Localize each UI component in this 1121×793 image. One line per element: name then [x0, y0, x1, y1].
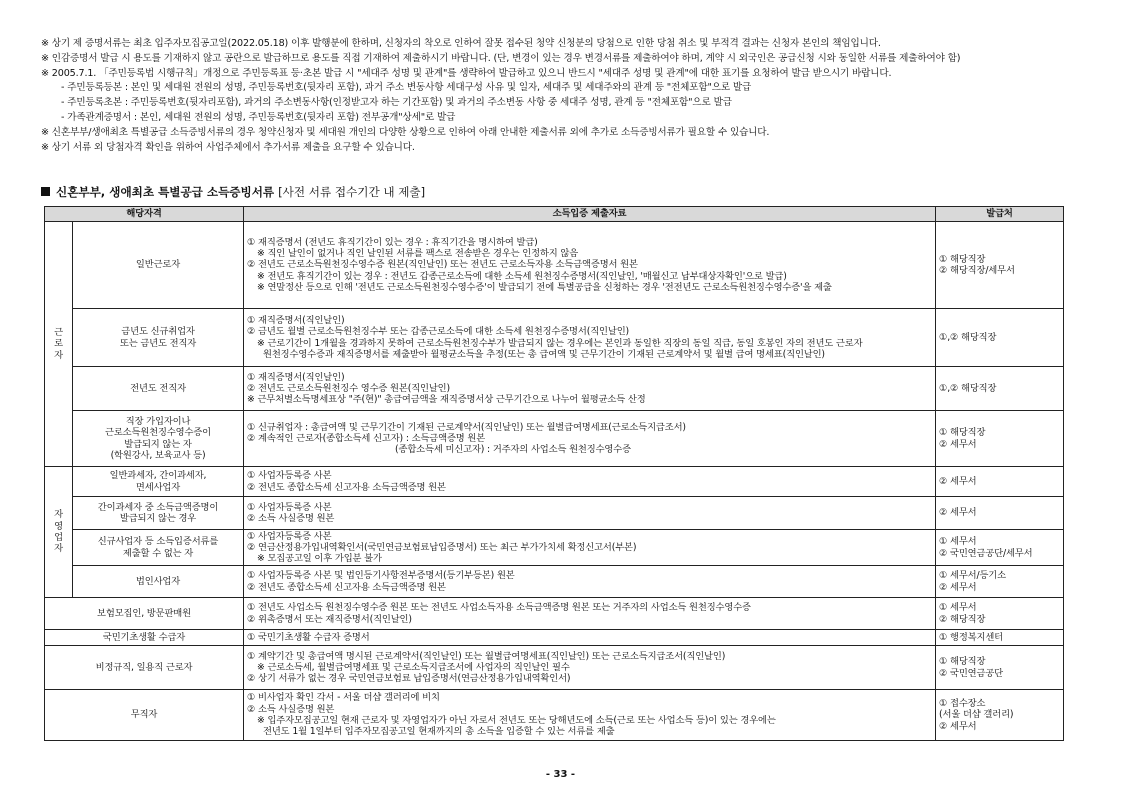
- issuer-line: ① 세무서/등기소: [939, 570, 1006, 582]
- issuer-line: ② 국민연금공단/세무서: [939, 547, 1033, 559]
- header-issuer: 발급처: [936, 207, 1064, 222]
- issuer-line: ① 세무서: [939, 536, 977, 548]
- qualification-cell: 전년도 전직자: [73, 367, 244, 411]
- issuer-cell: [936, 367, 1064, 411]
- document-line: ① 재직증명서 (전년도 휴직기간이 있는 경우 : 휴직기간을 명시하여 발급): [247, 236, 538, 248]
- document-line: ② 전년도 근로소득원천징수 영수증 원본(직인날인): [247, 382, 450, 394]
- document-line: ② 위촉증명서 또는 재직증명서(직인날인): [247, 613, 412, 625]
- document-line: ※ 모집공고일 이후 가입분 불가: [257, 553, 382, 565]
- qualification-cell: 무직자: [45, 690, 244, 741]
- document-line: 전년도 1월 1일부터 입주자모집공고일 현재까지의 총 소득을 입증할 수 있는 서류를 제출: [263, 726, 615, 738]
- document-line: ① 비사업자 확인 각서 - 서울 더샵 갤러리에 비치: [247, 692, 440, 704]
- qualification-cell: 간이과세자 중 소득금액증명이 발급되지 않는 경우: [73, 497, 244, 530]
- documents-cell: [244, 690, 936, 741]
- issuer-line: ② 해당직장/세무서: [939, 265, 1015, 276]
- header-qualification: 해당자격: [45, 207, 244, 222]
- issuer-cell: [936, 497, 1064, 530]
- issuer-cell: [936, 222, 1064, 309]
- note-line: ※ 신혼부부/생애최초 특별공급 소득증빙서류의 경우 청약신청자 및 세대원 개인의 다양한 상황으로 인하여 아래 안내한 제출서류 외에 추가로 소득증빙서류가 필요할 수 있습니다.: [41, 126, 770, 138]
- section-title-bracket: [사전 서류 접수기간 내 제출]: [278, 185, 426, 199]
- issuer-line: ① 세무서: [939, 602, 977, 614]
- document-line: ① 전년도 사업소득 원천징수영수증 원본 또는 전년도 사업소득자용 소득금액증명 원본 또는 거주자의 사업소득 원천징수영수증: [247, 602, 751, 614]
- issuer-cell: [936, 411, 1064, 467]
- document-line: ※ 입주자모집공고일 현재 근로자 및 자영업자가 아닌 자로서 전년도 또는 당해년도에 소득(근로 또는 사업소득 등)이 있는 경우에는: [257, 715, 776, 726]
- table-row: [45, 630, 1064, 646]
- documents-cell: [244, 497, 936, 530]
- documents-cell: [244, 222, 936, 309]
- document-line: ※ 연말정산 등으로 인해 '전년도 근로소득원천징수영수증'이 발급되기 전에 특별공급을 신청하는 경우 '전전년도 근로소득원천징수영수증'을 제출: [257, 281, 832, 293]
- issuer-cell: [936, 690, 1064, 741]
- document-line: ① 재직증명서(직인날인): [247, 314, 345, 326]
- document-line: ※ 근로기간이 1개월을 경과하지 못하여 근로소득원천징수부가 발급되지 않는 경우에는 본인과 동일한 직장의 동일 직급, 동일 호봉인 자의 전년도 근로자: [257, 337, 863, 349]
- group-self-employed: 자 영 업 자: [45, 467, 73, 598]
- note-line: - 주민등록등본 : 본인 및 세대원 전원의 성명, 주민등록번호(뒷자리 포함), 과거 주소 변동사항 세대구성 사유 및 일자, 세대주 및 세대주와의 관계 등 "전체포함"으로 발급: [61, 82, 752, 94]
- qualification-cell: 금년도 신규취업자 또는 금년도 전직자: [73, 309, 244, 367]
- document-line: ① 사업자등록증 사본: [247, 530, 332, 542]
- table-row: [45, 467, 1064, 497]
- table-row: [45, 690, 1064, 741]
- documents-cell: [244, 598, 936, 630]
- issuer-line: ② 세무서: [939, 475, 977, 487]
- note-line: ※ 인감증명서 발급 시 용도를 기재하지 않고 공란으로 발급하므로 용도를 직접 기재하여 제출하시기 바랍니다. (단, 변경이 있는 경우 변경서류를 제출하여야 하며, 계약 시 외국인은 공급신청 시와 동일한 서류를 제출하여야 함): [41, 52, 961, 64]
- issuer-line: ② 국민연금공단: [939, 667, 1003, 679]
- issuer-cell: [936, 530, 1064, 566]
- notes-block: [41, 37, 1081, 155]
- document-line: 원천징수영수증과 재직증명서를 제출받아 월평균소득을 추정(또는 총 급여액 및 근무기간이 기재된 근로계약서 및 월별 급여 명세표(직인날인): [263, 348, 825, 360]
- document-line: ② 연금산정용가입내역확인서(국민연금보험료납입증명서) 또는 최근 부가가치세 확정신고서(부본): [247, 541, 637, 553]
- note-line: - 주민등록초본 : 주민등록번호(뒷자리포함), 과거의 주소변동사항(인정받고자 하는 기간포함) 및 과거의 주소변동 사항 중 세대주 성명, 관계 등 "전체포함"으로 발급: [61, 97, 732, 109]
- document-line: ① 재직증명서(직인날인): [247, 371, 345, 383]
- table-row: [45, 598, 1064, 630]
- note-line: ※ 2005.7.1. 「주민등록법 시행규칙」개정으로 주민등록표 등·초본 발급 시 "세대주 성명 및 관계"를 생략하여 발급하고 있으니 반드시 "세대주 성명 및 관계"에 대한 표기를 요청하여 발급 받으시기 바랍니다.: [41, 67, 892, 79]
- issuer-line: ① 해당직장: [939, 253, 986, 265]
- document-line: ② 소득 사실증명 원본: [247, 513, 335, 524]
- documents-cell: [244, 367, 936, 411]
- document-line: ① 사업자등록증 사본 및 법인등기사항전부증명서(등기부등본) 원본: [247, 570, 515, 582]
- table-row: [45, 497, 1064, 530]
- documents-cell: [244, 630, 936, 646]
- note-line: - 가족관계증명서 : 본인, 세대원 전원의 성명, 주민등록번호(뒷자리 포함) 전부공개"상세"로 발급: [61, 111, 456, 123]
- document-line: (종합소득세 미신고자) : 거주자의 사업소득 원천징수영수증: [395, 444, 631, 456]
- issuer-cell: [936, 467, 1064, 497]
- qualification-cell: 신규사업자 등 소득입증서류를 제출할 수 없는 자: [73, 530, 244, 566]
- issuer-line: ① 행정복지센터: [939, 631, 1003, 643]
- documents-cell: [244, 411, 936, 467]
- section-title: [41, 184, 425, 200]
- square-bullet-icon: [41, 187, 50, 196]
- page-number: - 33 -: [545, 769, 576, 780]
- issuer-cell: [936, 566, 1064, 598]
- note-line: ※ 상기 제 증명서류는 최초 입주자모집공고일(2022.05.18) 이후 발행분에 한하며, 신청자의 착오로 인하여 잘못 접수된 청약 신청분의 당첨으로 인한 당첨 취소 및 부적격 결과는 신청자 본인의 책임입니다.: [41, 38, 881, 49]
- documents-cell: [244, 309, 936, 367]
- table-header-row: [45, 207, 1064, 222]
- issuer-line: ② 세무서: [939, 581, 977, 593]
- document-line: ※ 근무처별소득명세표상 "주(현)" 총급여금액을 재직증명서상 근무기간으로 나누어 월평균소득 산정: [247, 394, 646, 406]
- document-line: ② 전년도 근로소득원천징수영수증 원본(직인날인) 또는 전년도 근로소득자용 소득금액증명서 원본: [247, 259, 638, 271]
- issuer-cell: [936, 309, 1064, 367]
- table-row: [45, 646, 1064, 690]
- group-worker: 근 로 자: [45, 222, 73, 467]
- document-line: ※ 직인 날인이 없거나 직인 날인된 서류를 팩스로 전송받은 경우는 인정하지 않음: [257, 248, 579, 260]
- issuer-cell: [936, 646, 1064, 690]
- document-line: ※ 근로소득세, 월별급여명세표 및 근로소득지급조서에 사업자의 직인날인 필수: [257, 661, 570, 673]
- document-line: ② 계속적인 근로자(종합소득세 신고자) : 소득금액증명 원본: [247, 432, 486, 444]
- issuer-line: ① 해당직장: [939, 656, 986, 668]
- document-line: ① 신규취업자 : 총급여액 및 근무기간이 기재된 근로계약서(직인날인) 또는 월별급여명세표(근로소득지급조서): [247, 421, 686, 433]
- document-line: ② 상기 서류가 없는 경우 국민연금보험료 납입증명서(연금산정용가입내역확인서): [247, 673, 571, 685]
- issuer-line: ② 세무서: [939, 507, 977, 519]
- issuer-line: ① 접수장소: [939, 698, 986, 710]
- document-line: ② 금년도 월별 근로소득원천징수부 또는 갑종근로소득에 대한 소득세 원천징수증명서(직인날인): [247, 326, 629, 338]
- table-row: [45, 222, 1064, 309]
- income-proof-table: [44, 206, 1064, 741]
- document-line: ② 전년도 종합소득세 신고자용 소득금액증명 원본: [247, 481, 446, 493]
- qualification-cell: 보험모집인, 방문판매원: [45, 598, 244, 630]
- document-line: ① 사업자등록증 사본: [247, 501, 332, 513]
- issuer-line: ① 해당직장: [939, 427, 986, 439]
- document-line: ① 국민기초생활 수급자 증명서: [247, 631, 370, 643]
- table-row: [45, 530, 1064, 566]
- document-line: ① 사업자등록증 사본: [247, 470, 332, 482]
- qualification-cell: 법인사업자: [73, 566, 244, 598]
- issuer-line: ② 세무서: [939, 438, 977, 450]
- table-row: [45, 367, 1064, 411]
- section-title-text: 신혼부부, 생애최초 특별공급 소득증빙서류: [56, 185, 275, 199]
- issuer-line: ② 해당직장: [939, 613, 986, 625]
- documents-cell: [244, 566, 936, 598]
- table-row: [45, 566, 1064, 598]
- qualification-cell: 국민기초생활 수급자: [45, 630, 244, 646]
- issuer-cell: [936, 598, 1064, 630]
- documents-cell: [244, 467, 936, 497]
- document-line: ② 전년도 종합소득세 신고자용 소득금액증명 원본: [247, 581, 446, 593]
- qualification-cell: 일반과세자, 간이과세자, 면세사업자: [73, 467, 244, 497]
- header-documents: 소득입증 제출자료: [244, 207, 936, 222]
- documents-cell: [244, 646, 936, 690]
- qualification-cell: 직장 가입자이나 근로소득원천징수영수증이 발급되지 않는 자 (학원강사, 보육교사 등): [73, 411, 244, 467]
- issuer-line: ①,② 해당직장: [939, 331, 997, 343]
- document-line: ① 계약기간 및 총급여액 명시된 근로계약서(직인날인) 또는 월별급여명세표(직인날인) 또는 근로소득지급조서(직인날인): [247, 650, 726, 662]
- table-row: [45, 309, 1064, 367]
- note-line: ※ 상기 서류 외 당첨자격 확인을 위하여 사업주체에서 추가서류 제출을 요구할 수 있습니다.: [41, 141, 415, 153]
- qualification-cell: 비정규직, 일용직 근로자: [45, 646, 244, 690]
- document-line: ※ 전년도 휴직기간이 있는 경우 : 전년도 갑종근로소득에 대한 소득세 원천징수증명서(직인날인, '매월신고 납부대상자확인'으로 발급): [257, 270, 787, 282]
- issuer-cell: [936, 630, 1064, 646]
- table-row: [45, 411, 1064, 467]
- issuer-line: ①,② 해당직장: [939, 382, 997, 394]
- document-line: ② 소득 사실증명 원본: [247, 703, 335, 715]
- issuer-line: (서울 더샵 갤러리): [939, 709, 1014, 721]
- issuer-line: ② 세무서: [939, 720, 977, 732]
- documents-cell: [244, 530, 936, 566]
- qualification-cell: 일반근로자: [73, 222, 244, 309]
